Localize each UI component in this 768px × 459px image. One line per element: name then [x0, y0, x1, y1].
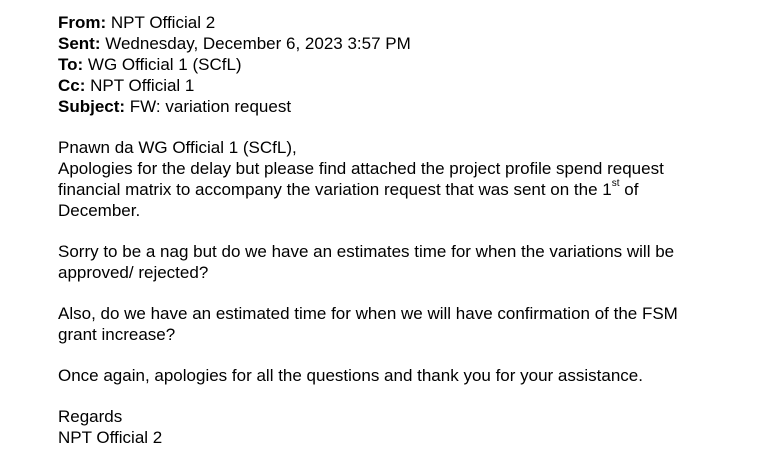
- paragraph-1-line-1: Apologies for the delay but please find attached the project profile spend request: [58, 159, 664, 178]
- sent-label: Sent:: [58, 34, 101, 53]
- greeting-paragraph: [58, 137, 748, 221]
- email-body: [58, 137, 748, 448]
- cc-line: [58, 75, 748, 96]
- spacer: [58, 283, 748, 303]
- paragraph-4: [58, 365, 748, 386]
- email-header: [58, 12, 748, 117]
- paragraph-4-line-1: Once again, apologies for all the questions and thank you for your assistance.: [58, 366, 643, 385]
- ordinal-suffix: st: [611, 178, 620, 190]
- to-line: [58, 54, 748, 75]
- email-message: [58, 12, 748, 448]
- cc-value: NPT Official 1: [90, 76, 195, 95]
- paragraph-2-line-1: Sorry to be a nag but do we have an estimates time for when the variations will be: [58, 242, 675, 261]
- sent-value: Wednesday, December 6, 2023 3:57 PM: [105, 34, 411, 53]
- greeting: Pnawn da WG Official 1 (SCfL),: [58, 138, 297, 157]
- to-label: To:: [58, 55, 84, 74]
- paragraph-3-line-1: Also, do we have an estimated time for when we will have confirmation of the FSM: [58, 304, 678, 323]
- from-value: NPT Official 2: [110, 13, 216, 32]
- subject-value: FW: variation request: [129, 97, 292, 116]
- sent-line: [58, 33, 748, 54]
- paragraph-1-line-2: [58, 179, 748, 200]
- signature-name: NPT Official 2: [58, 428, 163, 447]
- subject-line: [58, 96, 748, 117]
- spacer: [58, 386, 748, 406]
- paragraph-3: [58, 303, 748, 345]
- paragraph-1-line-2-tail: of: [619, 180, 639, 199]
- sign-off: [58, 406, 748, 448]
- spacer: [58, 345, 748, 365]
- from-line: [58, 12, 748, 33]
- paragraph-3-line-2: grant increase?: [58, 325, 176, 344]
- spacer: [58, 117, 748, 137]
- cc-label: Cc:: [58, 76, 86, 95]
- spacer: [58, 221, 748, 241]
- paragraph-2-line-2: approved/ rejected?: [58, 263, 209, 282]
- subject-label: Subject:: [58, 97, 126, 116]
- paragraph-1-line-3: December.: [58, 201, 141, 220]
- sign-off-text: Regards: [58, 407, 123, 426]
- from-label: From:: [58, 13, 107, 32]
- to-value: WG Official 1 (SCfL): [87, 55, 242, 74]
- paragraph-2: [58, 241, 748, 283]
- paragraph-1-line-2-text: financial matrix to accompany the variation request that was sent on the 1: [58, 180, 612, 199]
